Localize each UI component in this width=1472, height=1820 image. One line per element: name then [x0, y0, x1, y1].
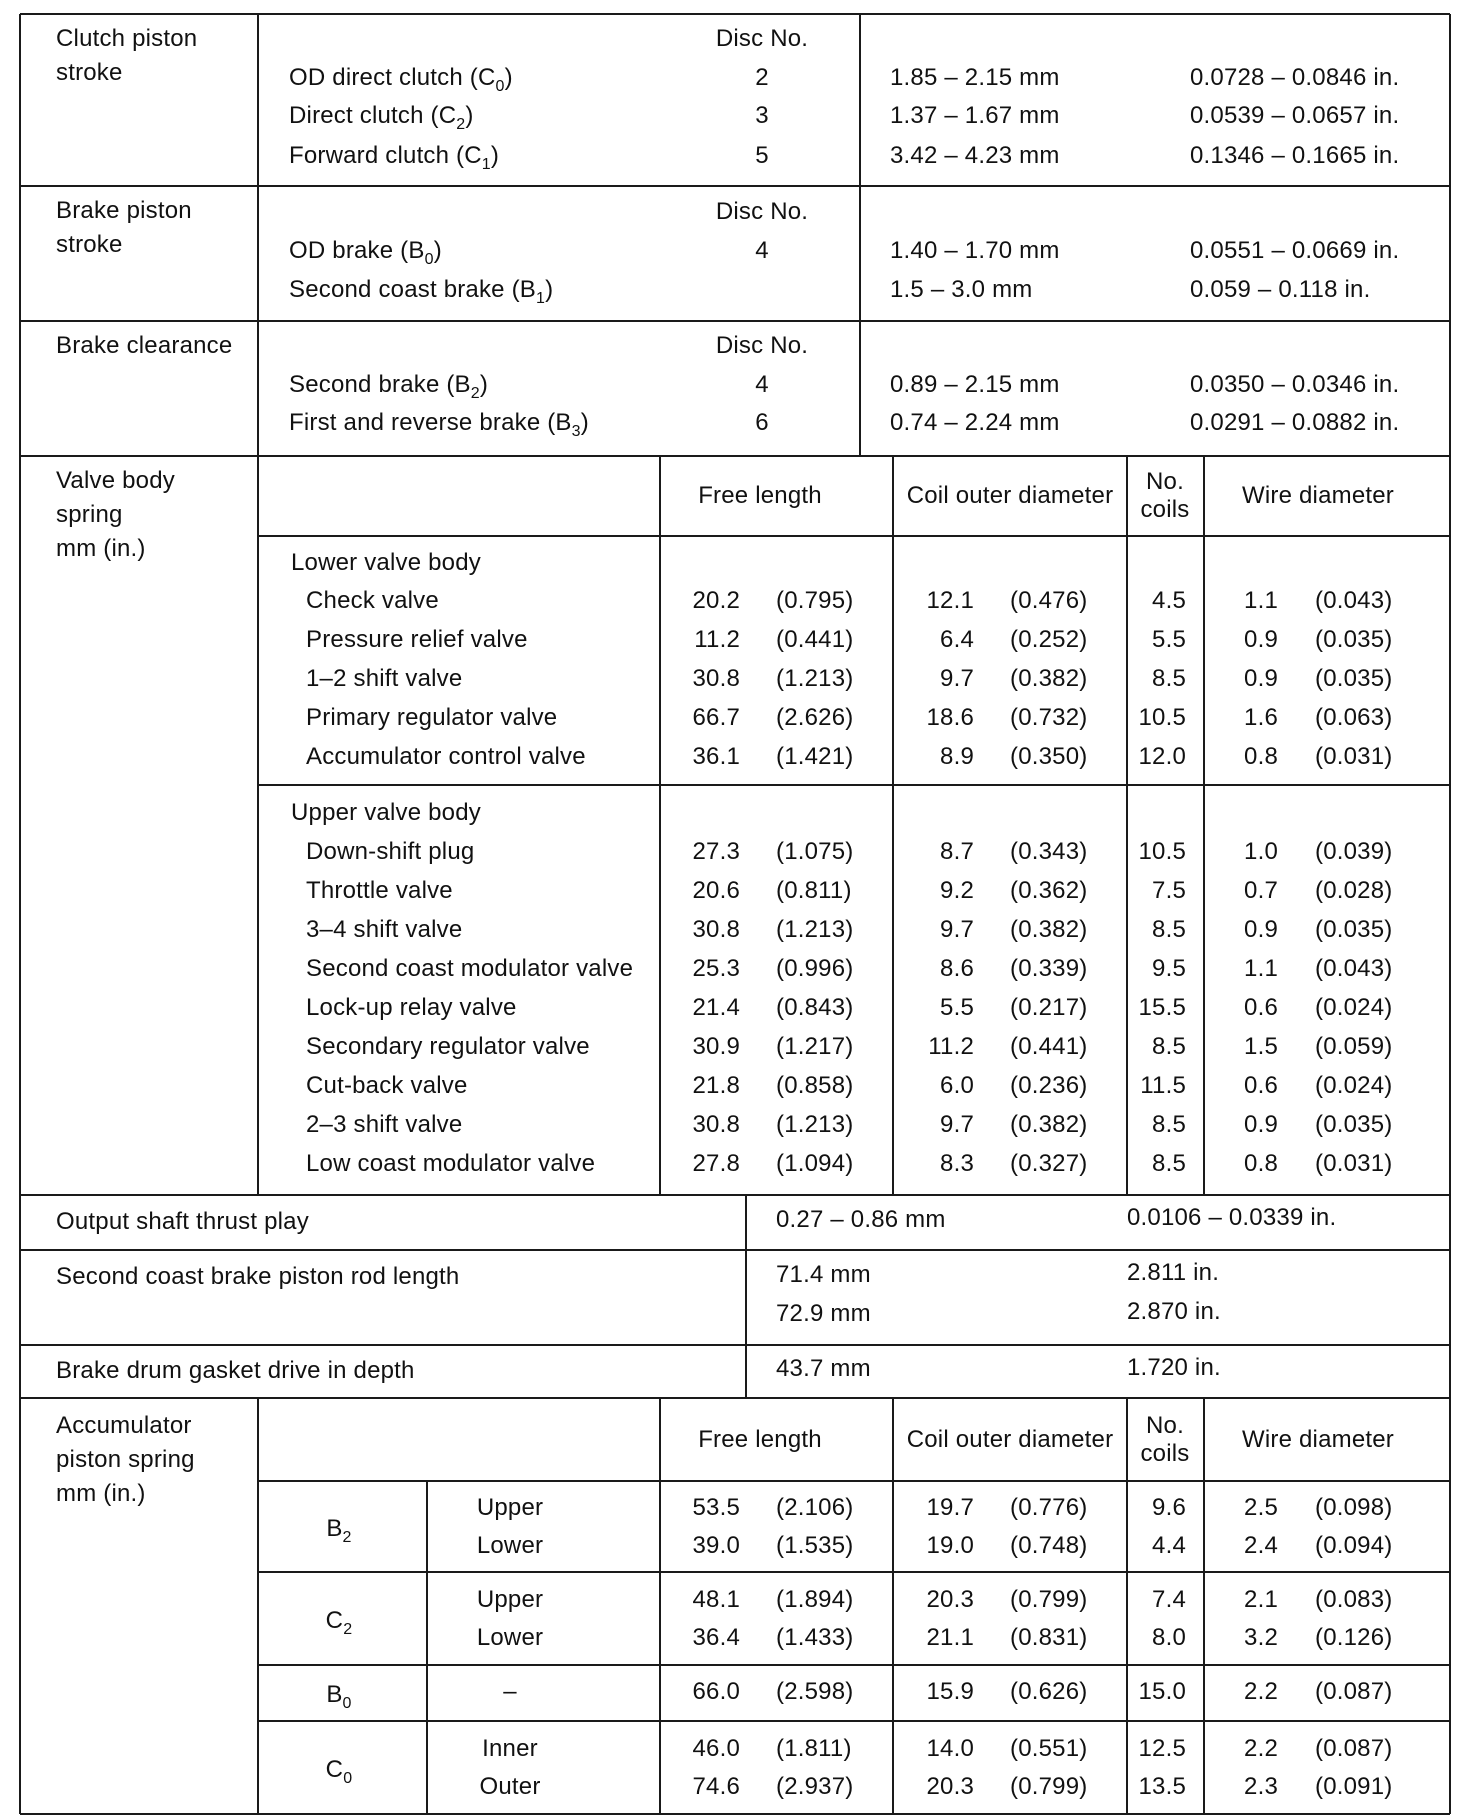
valve-wd-in: (0.059)	[1315, 1033, 1393, 1060]
brake-stroke-disc: 4	[755, 237, 769, 264]
header-no-coils: coils	[1140, 1440, 1190, 1467]
brake-clearance-name: First and reverse brake $(B_3)$	[289, 409, 589, 440]
valve-wd-in: (0.035)	[1315, 1111, 1393, 1138]
valve-fl: 36.1	[692, 743, 740, 770]
brake-stroke-mm: 1.40 – 1.70 mm	[890, 237, 1060, 264]
valve-od-in: (0.339)	[1010, 955, 1088, 982]
valve-od: 9.7	[940, 665, 974, 692]
valve-wd-in: (0.024)	[1315, 994, 1393, 1021]
valve-fl-in: (0.795)	[776, 587, 854, 614]
accumulator-wd: 2.5	[1244, 1493, 1278, 1521]
section-label: Clutch piston	[56, 25, 198, 52]
accumulator-fl: 36.4	[692, 1623, 740, 1651]
table-rule	[20, 1249, 1450, 1251]
valve-wd-in: (0.043)	[1315, 955, 1393, 982]
valve-od: 12.1	[926, 587, 974, 614]
clutch-disc: 3	[755, 102, 769, 129]
valve-fl: 30.9	[692, 1033, 740, 1060]
table-rule	[20, 1344, 1450, 1346]
valve-wd-in: (0.063)	[1315, 704, 1393, 731]
subscript: 1	[536, 289, 546, 307]
accumulator-wd: 2.2	[1244, 1734, 1278, 1762]
subscript: 1	[481, 155, 491, 173]
valve-coils: 10.5	[1138, 838, 1186, 865]
valve-fl: 11.2	[694, 626, 740, 653]
valve-wd: 1.6	[1244, 704, 1278, 731]
valve-wd: 0.8	[1244, 743, 1278, 770]
accumulator-coils: 13.5	[1138, 1772, 1186, 1800]
table-rule	[257, 14, 259, 456]
accumulator-wd-in: (0.094)	[1315, 1531, 1393, 1559]
header-no-coils: No.	[1146, 468, 1184, 495]
accumulator-od: 19.0	[926, 1531, 974, 1559]
header-coil-od: Coil outer diameter	[906, 1426, 1114, 1453]
subscript: 0	[495, 77, 505, 95]
valve-od: 9.7	[940, 1111, 974, 1138]
accumulator-od-in: (0.799)	[1010, 1585, 1088, 1613]
accumulator-coils: 9.6	[1152, 1493, 1186, 1521]
section-label: piston spring	[56, 1446, 195, 1473]
section-label: spring	[56, 501, 123, 528]
table-rule	[859, 14, 861, 456]
valve-coils: 11.5	[1140, 1072, 1186, 1099]
section-label: stroke	[56, 231, 123, 258]
clutch-in: 0.0728 – 0.0846 in.	[1190, 64, 1400, 91]
valve-fl: 27.3	[692, 838, 740, 865]
valve-fl-in: (0.858)	[776, 1072, 854, 1099]
table-rule	[20, 185, 1450, 187]
valve-od-in: (0.362)	[1010, 877, 1088, 904]
valve-wd: 1.0	[1244, 838, 1278, 865]
accumulator-fl: 46.0	[692, 1734, 740, 1762]
accumulator-coils: 15.0	[1138, 1678, 1186, 1705]
valve-name: Down-shift plug	[306, 838, 475, 865]
table-rule	[20, 1397, 1450, 1399]
brake-stroke-in: 0.0551 – 0.0669 in.	[1190, 237, 1400, 264]
valve-fl-in: (0.996)	[776, 955, 854, 982]
brake-stroke-name: Second coast brake $(B_1)$	[289, 276, 554, 307]
valve-od: 8.9	[940, 743, 974, 770]
valve-name: 1–2 shift valve	[306, 665, 463, 692]
valve-fl: 21.4	[692, 994, 740, 1021]
accumulator-fl: 48.1	[692, 1585, 740, 1613]
accumulator-od-in: (0.831)	[1010, 1623, 1088, 1651]
gasket-label: Brake drum gasket drive in depth	[56, 1357, 415, 1384]
valve-od-in: (0.236)	[1010, 1072, 1088, 1099]
accumulator-pos: Outer	[479, 1772, 541, 1800]
brake-clearance-disc: 6	[755, 409, 769, 436]
accumulator-fl-in: (1.535)	[776, 1531, 854, 1559]
table-rule	[19, 14, 21, 1814]
valve-wd-in: (0.035)	[1315, 626, 1393, 653]
valve-name: Accumulator control valve	[306, 743, 586, 770]
accumulator-wd-in: (0.087)	[1315, 1678, 1393, 1705]
valve-wd: 1.5	[1244, 1033, 1278, 1060]
valve-wd-in: (0.024)	[1315, 1072, 1393, 1099]
brake-clearance-mm: 0.74 – 2.24 mm	[890, 409, 1060, 436]
clutch-name: Forward clutch $(C_1)$	[289, 142, 500, 173]
brake-clearance-disc: 4	[755, 371, 769, 398]
valve-name: Check valve	[306, 587, 439, 614]
valve-name: 2–3 shift valve	[306, 1111, 463, 1138]
valve-coils: 7.5	[1152, 877, 1186, 904]
section-label: stroke	[56, 59, 123, 86]
output-shaft-in: 0.0106 – 0.0339 in.	[1127, 1204, 1337, 1231]
valve-od: 8.6	[940, 955, 974, 982]
valve-wd-in: (0.031)	[1315, 1150, 1393, 1177]
valve-fl-in: (0.811)	[776, 877, 852, 904]
lower-valve-title: Lower valve body	[291, 549, 481, 576]
accumulator-coils: 8.0	[1152, 1623, 1186, 1651]
valve-od: 9.2	[940, 877, 974, 904]
valve-od: 18.6	[926, 704, 974, 731]
table-rule	[258, 784, 1450, 786]
header-coil-od: Coil outer diameter	[906, 482, 1114, 509]
valve-name: 3–4 shift valve	[306, 916, 463, 943]
clutch-mm: 3.42 – 4.23 mm	[890, 142, 1060, 169]
valve-wd: 0.6	[1244, 1072, 1278, 1099]
valve-od-in: (0.327)	[1010, 1150, 1088, 1177]
accumulator-fl-in: (2.598)	[776, 1678, 854, 1705]
header-wire: Wire diameter	[1242, 1426, 1394, 1453]
valve-fl-in: (0.843)	[776, 994, 854, 1021]
subscript: 0	[424, 250, 434, 268]
valve-fl-in: (1.217)	[776, 1033, 854, 1060]
brake-clearance-in: 0.0291 – 0.0882 in.	[1190, 409, 1400, 436]
accumulator-od: 19.7	[926, 1493, 974, 1521]
accumulator-coils: 12.5	[1138, 1734, 1186, 1762]
valve-wd: 0.6	[1244, 994, 1278, 1021]
valve-name: Primary regulator valve	[306, 704, 558, 731]
accumulator-pos: Inner	[482, 1734, 538, 1762]
valve-fl: 25.3	[692, 955, 740, 982]
valve-od: 6.4	[940, 626, 974, 653]
table-rule	[745, 1195, 747, 1398]
table-rule	[258, 1664, 1450, 1666]
brake-clearance-in: 0.0350 – 0.0346 in.	[1190, 371, 1400, 398]
valve-fl-in: (1.094)	[776, 1150, 854, 1177]
valve-wd: 0.9	[1244, 1111, 1278, 1138]
accumulator-fl: 39.0	[692, 1531, 740, 1559]
accumulator-wd-in: (0.087)	[1315, 1734, 1393, 1762]
subscript: 2	[342, 1528, 352, 1546]
section-label: mm (in.)	[56, 535, 146, 562]
accumulator-pos: –	[503, 1678, 517, 1705]
section-label: mm (in.)	[56, 1480, 146, 1507]
valve-name: Secondary regulator valve	[306, 1033, 590, 1060]
accumulator-pos: Upper	[476, 1585, 544, 1613]
header-wire: Wire diameter	[1242, 482, 1394, 509]
rod-length-mm: 72.9 mm	[776, 1300, 871, 1327]
accumulator-od-in: (0.626)	[1010, 1678, 1088, 1705]
valve-wd-in: (0.043)	[1315, 587, 1393, 614]
clutch-name: Direct clutch $(C_2)$	[289, 102, 474, 133]
accumulator-pos: Upper	[476, 1493, 544, 1521]
header-no-coils: coils	[1140, 496, 1190, 523]
accumulator-od: 15.9	[926, 1678, 974, 1705]
table-rule	[257, 456, 259, 1195]
accumulator-coils: 7.4	[1152, 1585, 1186, 1613]
valve-fl-in: (1.421)	[776, 743, 854, 770]
table-rule	[258, 535, 1450, 537]
valve-coils: 8.5	[1152, 1033, 1186, 1060]
subscript: 2	[343, 1620, 353, 1638]
valve-fl-in: (1.213)	[776, 916, 854, 943]
valve-coils: 15.5	[1138, 994, 1186, 1021]
valve-od-in: (0.732)	[1010, 704, 1088, 731]
valve-od: 11.2	[928, 1033, 974, 1060]
table-rule	[20, 1813, 1450, 1815]
valve-od-in: (0.343)	[1010, 838, 1088, 865]
valve-coils: 10.5	[1138, 704, 1186, 731]
section-label: Accumulator	[56, 1412, 192, 1439]
accumulator-od-in: (0.776)	[1010, 1493, 1088, 1521]
accumulator-id: $B_2$	[326, 1514, 352, 1546]
header-no-coils: No.	[1146, 1412, 1184, 1439]
valve-fl: 21.8	[692, 1072, 740, 1099]
table-rule	[257, 1398, 259, 1814]
valve-fl: 27.8	[692, 1150, 740, 1177]
subscript: 2	[456, 115, 466, 133]
table-rule	[20, 455, 1450, 457]
accumulator-id: $C_0$	[325, 1755, 353, 1787]
rod-length-in: 2.870 in.	[1127, 1298, 1221, 1325]
accumulator-od: 14.0	[926, 1734, 974, 1762]
section-label: Valve body	[56, 467, 175, 494]
valve-od: 5.5	[940, 994, 974, 1021]
valve-wd: 0.9	[1244, 916, 1278, 943]
disc-no-header: Disc No.	[715, 25, 809, 52]
valve-od-in: (0.382)	[1010, 916, 1088, 943]
accumulator-fl-in: (1.433)	[776, 1623, 854, 1651]
accumulator-fl-in: (2.106)	[776, 1493, 854, 1521]
valve-wd-in: (0.035)	[1315, 916, 1393, 943]
valve-name: Low coast modulator valve	[306, 1150, 596, 1177]
clutch-disc: 2	[755, 64, 769, 91]
valve-fl-in: (2.626)	[776, 704, 854, 731]
accumulator-fl-in: (1.811)	[776, 1734, 852, 1762]
clutch-in: 0.0539 – 0.0657 in.	[1190, 102, 1400, 129]
accumulator-fl: 66.0	[692, 1678, 740, 1705]
valve-wd: 1.1	[1244, 587, 1278, 614]
valve-od-in: (0.350)	[1010, 743, 1088, 770]
table-rule	[258, 1571, 1450, 1573]
valve-coils: 5.5	[1152, 626, 1186, 653]
valve-coils: 12.0	[1138, 743, 1186, 770]
accumulator-wd-in: (0.091)	[1315, 1772, 1393, 1800]
disc-no-header: Disc No.	[715, 198, 809, 225]
table-rule	[426, 1481, 428, 1814]
rod-length-label: Second coast brake piston rod length	[56, 1263, 460, 1290]
valve-fl: 30.8	[692, 916, 740, 943]
accumulator-pos: Lower	[476, 1623, 544, 1651]
brake-stroke-in: 0.059 – 0.118 in.	[1190, 276, 1371, 303]
valve-od-in: (0.217)	[1010, 994, 1088, 1021]
valve-name: Throttle valve	[306, 877, 453, 904]
valve-coils: 8.5	[1152, 1150, 1186, 1177]
table-rule	[258, 1720, 1450, 1722]
valve-fl-in: (1.213)	[776, 1111, 854, 1138]
clutch-name: OD direct clutch $(C_0)$	[289, 64, 513, 95]
table-rule	[20, 320, 1450, 322]
valve-od-in: (0.382)	[1010, 665, 1088, 692]
accumulator-wd: 2.3	[1244, 1772, 1278, 1800]
valve-name: Cut-back valve	[306, 1072, 468, 1099]
valve-wd-in: (0.028)	[1315, 877, 1393, 904]
valve-od: 8.3	[940, 1150, 974, 1177]
valve-wd: 0.7	[1244, 877, 1278, 904]
accumulator-id: $B_0$	[326, 1681, 352, 1712]
clutch-mm: 1.37 – 1.67 mm	[890, 102, 1060, 129]
table-rule	[258, 1480, 1450, 1482]
valve-fl-in: (1.213)	[776, 665, 854, 692]
accumulator-wd-in: (0.126)	[1315, 1623, 1393, 1651]
accumulator-coils: 4.4	[1152, 1531, 1186, 1559]
accumulator-fl: 53.5	[692, 1493, 740, 1521]
subscript: 2	[470, 384, 480, 402]
accumulator-od-in: (0.551)	[1010, 1734, 1088, 1762]
accumulator-pos: Lower	[476, 1531, 544, 1559]
subscript: 3	[571, 422, 581, 440]
valve-name: Second coast modulator valve	[306, 955, 634, 982]
valve-coils: 8.5	[1152, 916, 1186, 943]
valve-fl: 20.2	[692, 587, 740, 614]
output-shaft-label: Output shaft thrust play	[56, 1208, 309, 1235]
accumulator-wd-in: (0.083)	[1315, 1585, 1393, 1613]
accumulator-wd: 2.1	[1244, 1585, 1278, 1613]
table-rule	[20, 1194, 1450, 1196]
accumulator-id: $C_2$	[325, 1606, 353, 1638]
accumulator-fl: 74.6	[692, 1772, 740, 1800]
clutch-in: 0.1346 – 0.1665 in.	[1190, 142, 1400, 169]
rod-length-mm: 71.4 mm	[776, 1261, 871, 1288]
valve-coils: 8.5	[1152, 1111, 1186, 1138]
output-shaft-mm: 0.27 – 0.86 mm	[776, 1206, 946, 1233]
brake-clearance-mm: 0.89 – 2.15 mm	[890, 371, 1060, 398]
accumulator-wd-in: (0.098)	[1315, 1493, 1393, 1521]
valve-od-in: (0.382)	[1010, 1111, 1088, 1138]
valve-od: 9.7	[940, 916, 974, 943]
valve-od: 8.7	[940, 838, 974, 865]
valve-name: Lock-up relay valve	[306, 994, 517, 1021]
rod-length-in: 2.811 in.	[1127, 1259, 1220, 1286]
valve-coils: 9.5	[1152, 955, 1186, 982]
accumulator-fl-in: (2.937)	[776, 1772, 854, 1800]
valve-wd: 0.8	[1244, 1150, 1278, 1177]
accumulator-fl-in: (1.894)	[776, 1585, 854, 1613]
valve-wd: 0.9	[1244, 626, 1278, 653]
valve-wd-in: (0.035)	[1315, 665, 1393, 692]
gasket-mm: 43.7 mm	[776, 1355, 871, 1382]
table-rule	[20, 13, 1450, 15]
valve-fl-in: (0.441)	[776, 626, 854, 653]
valve-wd-in: (0.039)	[1315, 838, 1393, 865]
valve-fl: 30.8	[692, 665, 740, 692]
subscript: 0	[342, 1694, 352, 1712]
accumulator-wd: 2.4	[1244, 1531, 1278, 1559]
clutch-disc: 5	[755, 142, 769, 169]
section-label: Brake clearance	[56, 332, 233, 359]
gasket-in: 1.720 in.	[1127, 1354, 1221, 1381]
valve-fl-in: (1.075)	[776, 838, 854, 865]
valve-coils: 4.5	[1152, 587, 1186, 614]
valve-wd: 0.9	[1244, 665, 1278, 692]
upper-valve-title: Upper valve body	[291, 799, 481, 826]
accumulator-od-in: (0.748)	[1010, 1531, 1088, 1559]
accumulator-od: 21.1	[926, 1623, 974, 1651]
accumulator-od-in: (0.799)	[1010, 1772, 1088, 1800]
brake-clearance-name: Second brake $(B_2)$	[289, 371, 489, 402]
table-rule	[1449, 14, 1451, 1814]
brake-stroke-name: OD brake $(B_0)$	[289, 237, 442, 268]
subscript: 0	[343, 1769, 353, 1787]
valve-od-in: (0.476)	[1010, 587, 1088, 614]
valve-od-in: (0.252)	[1010, 626, 1088, 653]
valve-wd: 1.1	[1244, 955, 1278, 982]
valve-fl: 66.7	[692, 704, 740, 731]
valve-name: Pressure relief valve	[306, 626, 528, 653]
accumulator-wd: 2.2	[1244, 1678, 1278, 1705]
clutch-mm: 1.85 – 2.15 mm	[890, 64, 1060, 91]
brake-stroke-mm: 1.5 – 3.0 mm	[890, 276, 1033, 303]
valve-fl: 20.6	[692, 877, 740, 904]
header-free-length: Free length	[698, 482, 822, 509]
accumulator-wd: 3.2	[1244, 1623, 1278, 1651]
section-label: Brake piston	[56, 197, 192, 224]
valve-wd-in: (0.031)	[1315, 743, 1393, 770]
disc-no-header: Disc No.	[715, 332, 809, 359]
valve-coils: 8.5	[1152, 665, 1186, 692]
accumulator-od: 20.3	[926, 1772, 974, 1800]
header-free-length: Free length	[698, 1426, 822, 1453]
valve-od-in: (0.441)	[1010, 1033, 1088, 1060]
valve-fl: 30.8	[692, 1111, 740, 1138]
accumulator-od: 20.3	[926, 1585, 974, 1613]
valve-od: 6.0	[940, 1072, 974, 1099]
